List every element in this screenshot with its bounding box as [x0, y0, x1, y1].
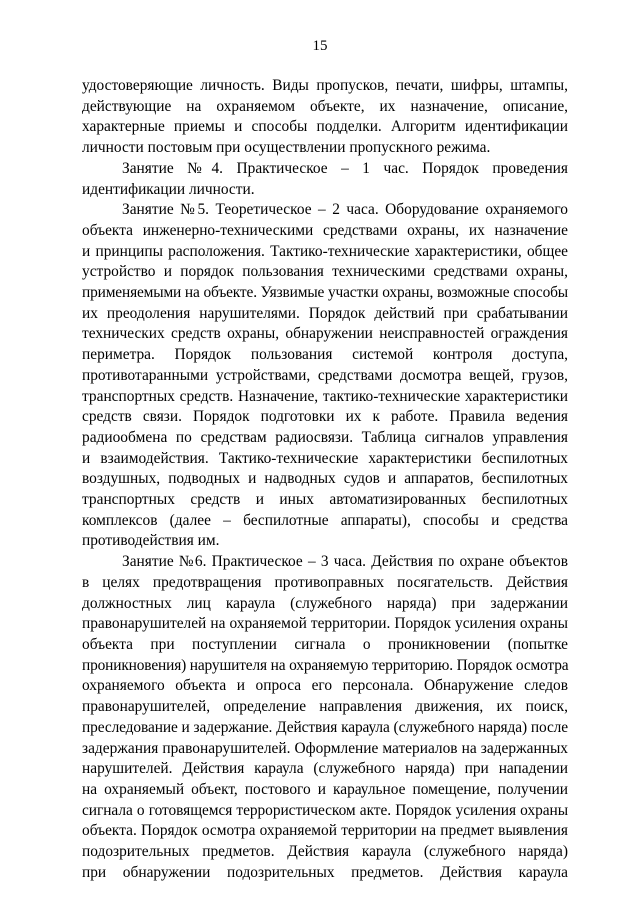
text-line: устройство и порядок пользования техническими средствами охраны, — [82, 263, 568, 281]
text-line: должностных лиц караула (служебного наряда) при задержании — [82, 594, 568, 612]
text-line: противодействия им. — [82, 532, 220, 550]
text-line: радиообмена по средствам радиосвязи. Таблица сигналов управления — [82, 428, 568, 446]
text-line: противотаранными устройствами, средствами досмотра вещей, грузов, — [82, 366, 568, 384]
text-line: личности постовым при осуществлении пропускного режима. — [82, 139, 491, 157]
text-line: задержания правонарушителей. Оформление материалов на задержанных — [82, 739, 568, 757]
text-line: охраняемого объекта и опроса его персонала. Обнаружение следов — [82, 677, 568, 695]
text-line: Занятие №5. Теоретическое – 2 часа. Оборудование охраняемого — [122, 201, 568, 219]
text-line: удостоверяющие личность. Виды пропусков, печати, шифры, штампы, — [82, 77, 568, 94]
text-line: преследование и задержание. Действия караула (служебного наряда) после — [82, 718, 568, 736]
text-line: технических средств охраны, обнаружении неисправностей ограждения — [82, 325, 568, 343]
text-line: объекта. Порядок осмотра охраняемой территории на предмет выявления — [82, 822, 568, 840]
text-line: объекта инженерно-техническими средствами охраны, их назначение — [82, 221, 568, 239]
text-line: Занятие №4. Практическое – 1 час. Порядок проведения — [122, 159, 568, 177]
text-line: средств связи. Порядок подготовки их к работе. Правила ведения — [82, 408, 568, 426]
text-line: воздушных, подводных и надводных судов и аппаратов, беспилотных — [82, 470, 568, 488]
text-line: в целях предотвращения противоправных посягательств. Действия — [82, 573, 568, 591]
page-number: 15 — [312, 38, 328, 54]
text-line: на охраняемый объект, постового и караульное помещение, получении — [82, 780, 568, 798]
text-line: при обнаружении подозрительных предметов. Действия караула — [82, 863, 568, 881]
body-text — [82, 76, 568, 883]
text-line: и взаимодействия. Тактико-технические характеристики беспилотных — [82, 449, 568, 467]
text-line: комплексов (далее – беспилотные аппараты), способы и средства — [82, 511, 568, 529]
text-line: периметра. Порядок пользования системой контроля доступа, — [82, 346, 568, 364]
text-line: идентификации личности. — [82, 180, 255, 198]
text-line: и принципы расположения. Тактико-технические характеристики, общее — [82, 242, 568, 260]
text-line: объекта при поступлении сигнала о проникновении (попытке — [82, 635, 568, 653]
text-line: транспортных средств. Назначение, тактико-технические характеристики — [82, 387, 568, 405]
text-line: их преодоления нарушителями. Порядок действий при срабатывании — [82, 304, 568, 322]
text-line: транспортных средств и иных автоматизированных беспилотных — [82, 491, 568, 509]
text-line: сигнала о готовящемся террористическом акте. Порядок усиления охраны — [82, 801, 568, 819]
text-line: подозрительных предметов. Действия караула (служебного наряда) — [82, 843, 568, 861]
text-line: проникновения) нарушителя на охраняемую территорию. Порядок осмотра — [82, 656, 569, 674]
text-line: действующие на охраняемом объекте, их назначение, описание, — [82, 97, 568, 115]
text-line: правонарушителей, определение направления движения, их поиск, — [82, 698, 568, 716]
text-line: характерные приемы и способы подделки. Алгоритм идентификации — [82, 118, 568, 136]
text-line: применяемыми на объекте. Уязвимые участки охраны, возможные способы — [82, 284, 568, 302]
text-line: правонарушителей на охраняемой территории. Порядок усиления охраны — [82, 615, 568, 633]
text-line: Занятие №6. Практическое – 3 часа. Действия по охране объектов — [122, 553, 568, 571]
text-line: нарушителей. Действия караула (служебного наряда) при нападении — [82, 760, 568, 778]
